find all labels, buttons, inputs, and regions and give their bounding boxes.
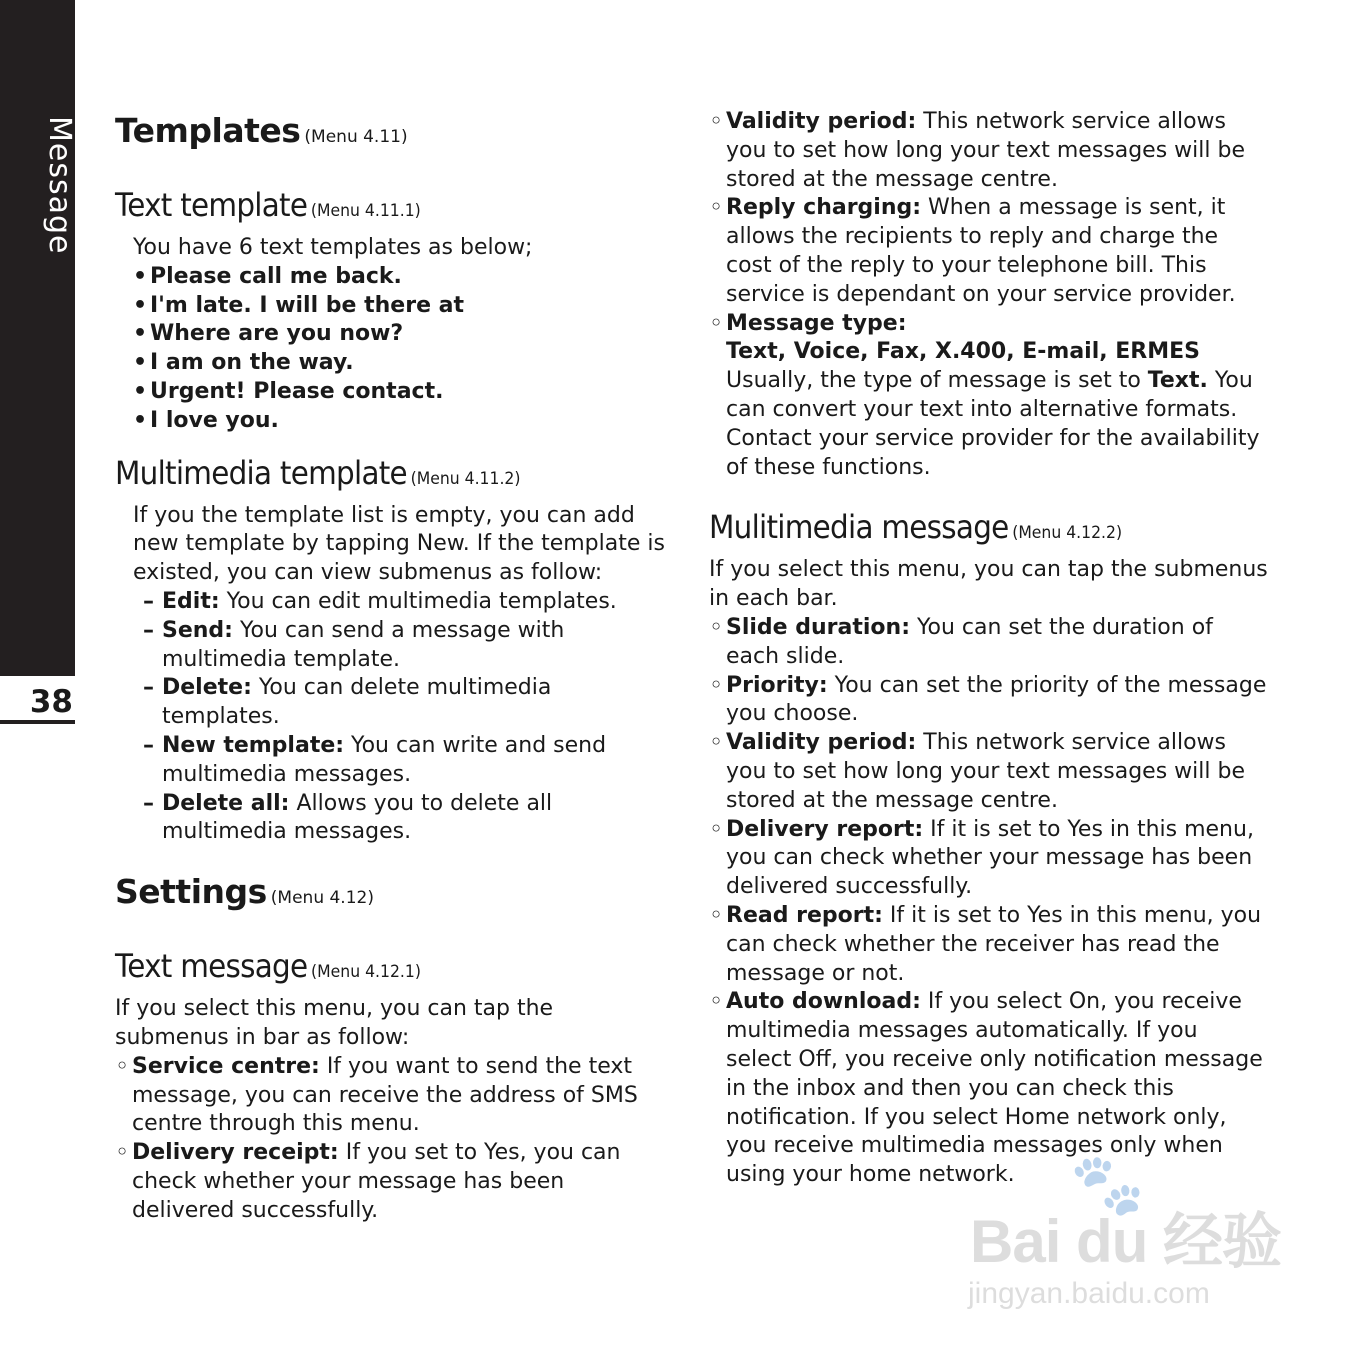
list-item: • Please call me back. (115, 263, 670, 292)
menu-ref: (Menu 4.11) (304, 127, 408, 147)
multimedia-message-heading: Mulitimedia message (Menu 4.12.2) (709, 508, 1123, 547)
menu-ref: (Menu 4.12.1) (311, 962, 421, 983)
list-item: ◦ Delivery report: If it is set to Yes in this menu, you can check whether your message has been delivered successfully. (709, 816, 1269, 902)
list-item: ◦ Priority: You can set the priority of the message you choose. (709, 672, 1269, 730)
list-item: ◦ Read report: If it is set to Yes in this menu, you can check whether the receiver has read the message or not. (709, 902, 1269, 988)
list-item: ◦ Delivery receipt: If you set to Yes, you can check whether your message has been delivered successfully. (115, 1139, 670, 1225)
multimedia-template-heading: Multimedia template (Menu 4.11.2) (115, 453, 521, 492)
list-item: ◦ Validity period: This network service allows you to set how long your text messages will be stored at the message centre. (709, 108, 1269, 194)
settings-heading: Settings (Menu 4.12) (115, 872, 374, 912)
text-message-heading: Text message (Menu 4.12.1) (115, 947, 421, 986)
menu-ref: (Menu 4.12.2) (1012, 523, 1123, 544)
message-type-options: Text, Voice, Fax, X.400, E-mail, ERMES (726, 339, 1200, 365)
list-item: • I am on the way. (115, 349, 670, 378)
menu-ref: (Menu 4.11.2) (410, 468, 521, 489)
text-message-list-continued (709, 108, 1269, 482)
menu-ref: (Menu 4.12) (270, 888, 374, 909)
list-item: ◦ Message type: Text, Voice, Fax, X.400, E-mail, ERMES Usually, the type of message is set to Text. You can convert your text into alternative formats. Contact your service provider for the availability of these functions. (709, 310, 1269, 483)
list-item: – Send: You can send a message with multimedia template. (115, 617, 670, 675)
sidebar-tab (0, 0, 75, 676)
templates-heading: Templates (Menu 4.11) (115, 111, 408, 150)
list-item: ◦ Reply charging: When a message is sent, it allows the recipients to reply and charge the cost of the reply to your telephone bill. This service is dependant on your service provider. (709, 194, 1269, 309)
watermark-logo: Bai du 经验 (970, 1208, 1282, 1275)
list-item: – Delete: You can delete multimedia templates. (115, 674, 670, 732)
multimedia-message-list (709, 614, 1269, 1190)
paw-icon: 🐾 (1070, 1150, 1145, 1220)
list-item: ◦ Service centre: If you want to send the text message, you can receive the address of SMS centre through this menu. (115, 1053, 670, 1139)
list-item: • Where are you now? (115, 320, 670, 349)
list-item: – New template: You can write and send multimedia messages. (115, 732, 670, 790)
list-item: • I'm late. I will be there at (115, 292, 670, 321)
text-template-heading: Text template (Menu 4.11.1) (115, 186, 421, 224)
list-item: • Urgent! Please contact. (115, 378, 670, 407)
multimedia-template-list (115, 588, 670, 847)
list-item: – Edit: You can edit multimedia templates. (115, 588, 670, 617)
text-template-intro: You have 6 text templates as below; (133, 235, 533, 260)
list-item: – Delete all: Allows you to delete all multimedia messages. (115, 790, 670, 848)
multimedia-message-intro: If you select this menu, you can tap the submenus in each bar. (709, 557, 1268, 612)
text-message-list (115, 1053, 670, 1226)
multimedia-template-intro: If you the template list is empty, you can add new template by tapping New. If the template is existed, you can view submenus as follow: (133, 502, 665, 586)
right-column (709, 108, 1269, 1190)
menu-ref: (Menu 4.11.1) (310, 201, 421, 221)
list-item: • I love you. (115, 407, 670, 436)
list-item: ◦ Auto download: If you select On, you receive multimedia messages automatically. If you select Off, you receive only notification message in the inbox and then you can check this notification. If you select Home network only, you receive multimedia messages only when using your home network. (709, 988, 1269, 1190)
text-message-intro: If you select this menu, you can tap the submenus in bar as follow: (115, 996, 554, 1050)
text-template-list (115, 263, 670, 436)
baidu-watermark (960, 1150, 1290, 1315)
section-title: Message (42, 116, 77, 255)
list-item: ◦ Validity period: This network service allows you to set how long your text messages will be stored at the message centre. (709, 729, 1269, 815)
watermark-url: jingyan.baidu.com (968, 1277, 1210, 1310)
page-number: 38 (0, 680, 75, 724)
left-column (115, 108, 670, 1226)
list-item: ◦ Slide duration: You can set the duration of each slide. (709, 614, 1269, 672)
